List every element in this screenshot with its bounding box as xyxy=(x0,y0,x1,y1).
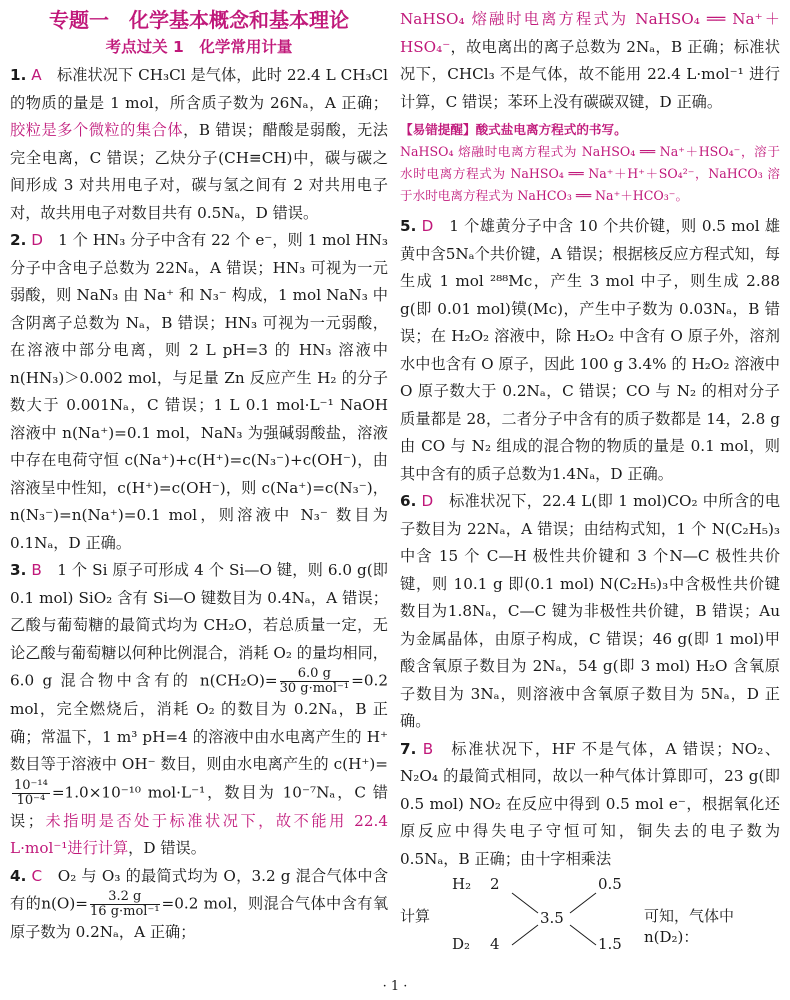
question-number: 4. xyxy=(10,866,27,885)
answer-text: =0.2 mol，完全燃烧后，消耗 O₂ 的数目为 0.2Nₐ，B 正确；常温下，1 m³ pH=4 的溶液中由水电离产生的 H⁺ 数目等于溶液中 OH⁻ 数目，则由水电离产生的 c(H⁺)= xyxy=(10,671,388,773)
h2-value: 2 xyxy=(490,875,500,893)
tip-body: NaHSO₄ 熔融时电离方程式为 NaHSO₄ ══ Na⁺＋HSO₄⁻，溶于水时电离方程式为 NaHSO₄ ══ Na⁺＋H⁺＋SO₄²⁻，NaHCO₃ 溶于水时电离方程式为 NaHCO₃ ══ Na⁺＋HCO₃⁻。 xyxy=(400,144,780,203)
conclusion-text: 可知，气体中 n(D₂)： xyxy=(644,907,735,946)
h2-label: H₂ xyxy=(452,875,472,893)
fraction: $\frac{\text{10⁻¹⁴}}{\text{10⁻⁴}}$ xyxy=(14,777,48,808)
question-number: 3. xyxy=(10,561,27,579)
fraction: $\frac{6.0 g}{\text{30 g·mol⁻¹}}$ xyxy=(279,666,350,696)
answer-text: 标准状况下 CH₃Cl 是气体，此时 22.4 L CH₃Cl 的物质的量是 1 mol，所含质子数为 26Nₐ，A 正确； xyxy=(10,66,389,112)
answer-text: ，故电离出的离子总数为 2Nₐ，B 正确；标准状况下，CHCl₃ 不是气体，故不能用 22.4 L·mol⁻¹ 进行计算，C 错误；苯环上没有碳碳双键，D 正确。 xyxy=(400,37,780,111)
page-title: 专题一 化学基本概念和基本理论 xyxy=(49,8,349,32)
left-column xyxy=(10,6,388,947)
average-value: 3.5 xyxy=(540,909,564,927)
answer-text: 1 个雄黄分子中含 10 个共价键，则 0.5 mol 雄黄中含5Nₐ个共价键，A 错误；根据核反应方程式知，每生成 1 mol ²⁸⁸Mc，产生 3 mol 中子，则生成 2.88 g(即 0.01 mol)镆(Mc)，产生中子数为 0.03Nₐ，B 错误；在 H₂O₂ 溶液中，除 H₂O₂ 中含有 O 原子外，溶剂水中也含有 O 原子，因此 100 g 3.4% 的 H₂O₂ 溶液中 O 原子数大于 0.2Nₐ，C 错误；CO 与 N₂ 的相对分子质量都是 28，二者分子中含有的质子数都是 14，2.8 g 由 CO 与 N₂ 组成的混合物的物质的量是 0.1 mol，则其中含有的质子总数为1.4Nₐ，D 正确。 xyxy=(400,217,781,483)
calc-label: 计算 xyxy=(400,907,431,925)
answer-1 xyxy=(10,62,388,227)
question-number: 1. xyxy=(10,66,27,84)
answer-text: 标准状况下，HF 不是气体，A 错误；NO₂、N₂O₄ 的最简式相同，故以一种气体计算即可，23 g(即 0.5 mol) NO₂ 在反应中得到 0.5 mol e⁻，根据氧化还原反应中得失电子守恒可知，铜失去的电子数为 0.5Nₐ，B 正确；由十字相乘法 xyxy=(400,739,781,868)
answer-7 xyxy=(400,736,780,874)
answer-4-continued xyxy=(400,6,780,116)
question-number: 7. xyxy=(400,739,417,758)
d2-label: D₂ xyxy=(452,935,471,953)
answer-letter: D xyxy=(421,492,434,510)
answer-letter: D xyxy=(31,231,43,249)
h2-diff: 0.5 xyxy=(598,875,622,893)
answer-letter: C xyxy=(31,866,43,885)
d2-value: 4 xyxy=(490,935,500,953)
answer-3 xyxy=(10,557,388,863)
highlight-text: NaHSO₄ 熔融时电离方程式为 NaHSO₄ ══ Na⁺＋HSO₄⁻ xyxy=(400,10,780,56)
answer-text: ，B 错误；醋酸是弱酸，无法完全电离，C 错误；乙炔分子(CH≡CH)中，碳与碳之间形成 3 对共用电子对，碳与氢之间有 2 对共用电子对，故共用电子对数目共有 0.5Nₐ，D 错误。 xyxy=(10,121,388,222)
answer-text: 1 个 HN₃ 分子中含有 22 个 e⁻，则 1 mol HN₃ 分子中含电子总数为 22Nₐ，A 错误；HN₃ 可视为一元弱酸，则 NaN₃ 由 Na⁺ 和 N₃⁻ 构成，1 mol NaN₃ 中含阴离子总数为 Nₐ，B 错误；HN₃ 可视为一元弱酸，在溶液中部分电离，则 2 L pH=3 的 HN₃ 溶液中n(HN₃)＞0.002 mol，与足量 Zn 反应产生 H₂ 的分子数大于 0.001Nₐ，C 错误；1 L 0.1 mol·L⁻¹ NaOH 溶液中 n(Na⁺)=0.1 mol，NaN₃ 为强碱弱酸盐，溶液中存在电荷守恒 c(Na⁺)+c(H⁺)=c(N₃⁻)+c(OH⁻)，由溶液呈中性知，c(H⁺)=c(OH⁻)，则 c(Na⁺)=c(N₃⁻)，n(N₃⁻)=n(Na⁺)=0.1 mol，则溶液中 N₃⁻ 数目为 0.1Nₐ，D 正确。 xyxy=(10,231,388,552)
cross-multiplication-diagram xyxy=(400,873,780,957)
answer-text: =0.2 mol，则混合气体中含有氧原子数为 0.2Nₐ，A 正确； xyxy=(10,894,389,941)
highlight-text: 胶粒是多个微粒的集合体 xyxy=(10,121,184,139)
section-subtitle: 考点过关 1 化学常用计量 xyxy=(105,38,293,56)
question-number: 2. xyxy=(10,231,27,249)
question-number: 5. xyxy=(400,217,417,235)
answer-text: ，D 错误。 xyxy=(128,839,206,857)
d2-diff: 1.5 xyxy=(598,935,622,953)
answer-letter: A xyxy=(31,66,42,84)
answer-letter: B xyxy=(422,739,434,758)
page-number: · 1 · xyxy=(382,979,408,994)
answer-4-start xyxy=(10,863,388,947)
answer-letter: B xyxy=(31,561,42,579)
fraction: $\frac{3.2 g}{\text{16 g·mol⁻¹}}$ xyxy=(90,889,160,919)
answer-letter: D xyxy=(421,217,434,235)
answer-text: 标准状况下，22.4 L(即 1 mol)CO₂ 中所含的电子数目为 22Nₐ，A 错误；由结构式知，1 个 N(C₂H₅)₃ 中含 15 个 C—H 极性共价键和 3 个N—C 极性共价键，则 10.1 g 即(0.1 mol) N(C₂H₅)₃中含极性共价键数目为1.8Nₐ，C—C 键为非极性共价键，B 错误；Au 为金属晶体，由原子构成，C 错误；46 g(即 1 mol)甲酸含氧原子数目为 2Nₐ，54 g(即 3 mol) H₂O 含氧原子数目为 3Nₐ，则溶液中含氧原子数目为 5Nₐ，D 正确。 xyxy=(400,492,781,730)
answer-2 xyxy=(10,227,388,557)
answer-text: O₂ 与 O₃ 的最简式均为 O，3.2 g 混合气体中含有的n(O)= xyxy=(10,866,389,913)
highlight-text: 未指明是否处于标准状况下，故不能用 22.4 L·mol⁻¹进行计算 xyxy=(10,811,388,857)
question-number: 6. xyxy=(400,492,417,510)
right-column xyxy=(400,6,780,957)
answer-5 xyxy=(400,213,780,488)
error-tip xyxy=(400,119,780,207)
tip-heading: 【易错提醒】酸式盐电离方程式的书写。 xyxy=(400,122,627,137)
answer-text: =1.0×10⁻¹⁰ mol·L⁻¹，数目为 10⁻⁷Nₐ，C 错误； xyxy=(10,783,388,830)
answer-text: 1 个 Si 原子可形成 4 个 Si—O 键，则 6.0 g(即 0.1 mol) SiO₂ 含有 Si—O 键数目为 0.4Nₐ，A 错误；乙酸与葡萄糖的最简式均为 CH₂O，若总质量一定，无论乙酸与葡萄糖以何种比例混合，消耗 O₂ 的量均相同，6.0 g 混合物中含有的 n(CH₂O)= xyxy=(10,561,388,690)
answer-6 xyxy=(400,488,780,736)
